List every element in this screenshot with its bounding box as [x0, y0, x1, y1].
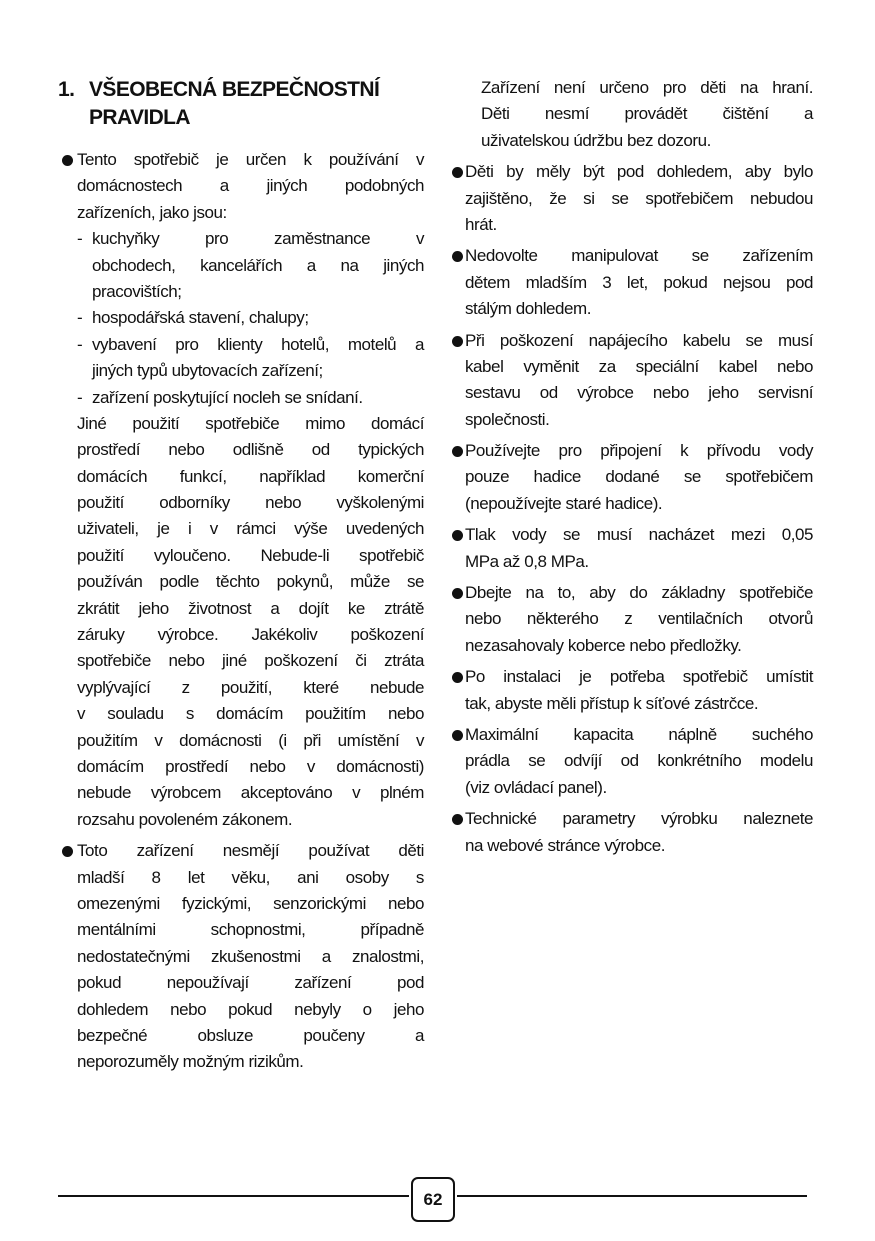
text-line: jiných typů ubytovacích zařízení;: [92, 361, 323, 381]
bullet-icon: [452, 167, 463, 178]
text-line: sestavu od výrobce nebo jeho servisní: [465, 383, 813, 403]
text-line: dětem mladším 3 let, pokud nejsou pod: [465, 272, 813, 292]
text-line: domácím prostředí nebo v domácnosti): [77, 756, 424, 776]
text-line: Toto zařízení nesmějí používat děti: [77, 841, 424, 861]
bullet-item: [448, 664, 813, 717]
bullet-item: [448, 243, 813, 322]
text-line: Po instalaci je potřeba spotřebič umístit: [465, 667, 813, 687]
bullet-item: [448, 159, 813, 238]
bullet-item: [58, 838, 424, 1076]
bullet-item: [448, 522, 813, 575]
dash-marker: -: [77, 229, 83, 249]
dash-item: [58, 305, 424, 331]
bullet-icon: [62, 846, 73, 857]
text-line: pouze hadice dodané se spotřebičem: [465, 467, 813, 487]
text-line: Používejte pro připojení k přívodu vody: [465, 441, 813, 461]
dash-item: [58, 385, 424, 411]
text-line: zajištěno, že si se spotřebičem nebudou: [465, 188, 813, 208]
bullet-icon: [452, 251, 463, 262]
text-line: nebo některého z ventilačních otvorů: [465, 609, 813, 629]
left-body: [58, 147, 424, 1081]
text-line: uživatelskou údržbu bez dozoru.: [481, 130, 711, 150]
text-line: spotřebiče nebo jiné poškození či ztráta: [77, 651, 424, 671]
text-line: Nedovolte manipulovat se zařízením: [465, 246, 813, 266]
text-line: nezasahovaly koberce nebo předložky.: [465, 635, 742, 655]
text-line: dohledem nebo pokud nebyly o jeho: [77, 999, 424, 1019]
text-line: vybavení pro klienty hotelů, motelů a: [92, 334, 424, 354]
text-line: Tlak vody se musí nacházet mezi 0,05: [465, 525, 813, 545]
text-line: pokud nepoužívají zařízení pod: [77, 973, 424, 993]
bullet-item: [448, 722, 813, 801]
text-line: společnosti.: [465, 409, 550, 429]
text-line: prádla se odvíjí od konkrétního modelu: [465, 751, 813, 771]
heading-line: PRAVIDLA: [89, 106, 190, 129]
text-line: Technické parametry výrobku naleznete: [465, 809, 813, 829]
footer-rule-left: [58, 1195, 409, 1197]
bullet-icon: [452, 672, 463, 683]
text-line: Zařízení není určeno pro děti na hraní.: [481, 78, 813, 97]
text-line: rozsahu povoleném zákonem.: [77, 809, 293, 829]
text-line: Děti nesmí provádět čištění a: [481, 104, 813, 124]
bullet-icon: [452, 336, 463, 347]
text-line: kabel vyměnit za speciální kabel nebo: [465, 356, 813, 376]
paragraph: [448, 75, 813, 154]
footer-rule-right: [457, 1195, 807, 1197]
bullet-item: [448, 438, 813, 517]
text-line: záruky výrobce. Jakékoliv poškození: [77, 625, 424, 645]
bullet-item: [448, 328, 813, 434]
text-line: Při poškození napájecího kabelu se musí: [465, 330, 813, 350]
text-line: použití odborníky nebo vyškolenými: [77, 493, 424, 513]
text-line: Tento spotřebič je určen k používání v: [77, 150, 424, 169]
text-line: zařízeních, jako jsou:: [77, 202, 227, 222]
bullet-icon: [452, 730, 463, 741]
text-line: pracovištích;: [92, 281, 182, 301]
text-line: (nepoužívejte staré hadice).: [465, 493, 663, 513]
text-line: (viz ovládací panel).: [465, 777, 607, 797]
text-line: zařízení poskytující nocleh se snídaní.: [92, 387, 363, 407]
text-line: Děti by měly být pod dohledem, aby bylo: [465, 162, 813, 182]
text-line: MPa až 0,8 MPa.: [465, 551, 589, 571]
text-line: hrát.: [465, 214, 497, 234]
paragraph: [58, 411, 424, 833]
text-line: vyplývající z použití, které nebude: [77, 677, 424, 697]
dash-marker: -: [77, 334, 83, 354]
bullet-icon: [452, 588, 463, 599]
text-line: Dbejte na to, aby do základny spotřebiče: [465, 583, 813, 603]
dash-marker: -: [77, 308, 83, 328]
bullet-icon: [452, 446, 463, 457]
dash-item: [58, 226, 424, 305]
text-line: obchodech, kancelářích a na jiných: [92, 255, 424, 275]
text-line: nebude výrobcem akceptováno v plném: [77, 783, 424, 803]
text-line: použití vyloučeno. Nebude-li spotřebič: [77, 545, 424, 565]
text-line: mentálními schopnostmi, případně: [77, 920, 424, 940]
text-line: neporozuměly možným rizikům.: [77, 1052, 304, 1072]
text-line: uživateli, je i v rámci výše uvedených: [77, 519, 424, 539]
bullet-icon: [452, 530, 463, 541]
text-line: v souladu s domácím použitím nebo: [77, 704, 424, 724]
page-number: 62: [411, 1177, 455, 1222]
text-line: bezpečné obsluze poučeny a: [77, 1025, 424, 1045]
text-line: Jiné použití spotřebiče mimo domácí: [77, 413, 424, 433]
right-body: [448, 75, 813, 864]
text-line: stálým dohledem.: [465, 299, 592, 319]
text-line: Maximální kapacita náplně suchého: [465, 724, 813, 744]
text-line: nedostatečnými zkušenostmi a znalostmi,: [77, 946, 424, 966]
bullet-icon: [62, 155, 73, 166]
heading-number: 1.: [58, 78, 75, 101]
text-line: používán podle těchto pokynů, může se: [77, 572, 424, 592]
text-line: domácích funkcí, například komerční: [77, 466, 424, 486]
section-heading: [58, 76, 379, 132]
text-line: tak, abyste měli přístup k síťové zástrčce.: [465, 693, 759, 713]
dash-item: [58, 332, 424, 385]
text-line: na webové stránce výrobce.: [465, 835, 665, 855]
text-line: domácnostech a jiných podobných: [77, 176, 424, 196]
text-line: omezenými fyzickými, senzorickými nebo: [77, 893, 424, 913]
text-line: hospodářská stavení, chalupy;: [92, 308, 309, 328]
bullet-item: [448, 580, 813, 659]
text-line: použitím v domácnosti (i při umístění v: [77, 730, 424, 750]
bullet-icon: [452, 814, 463, 825]
text-line: mladší 8 let věku, ani osoby s: [77, 867, 424, 887]
text-line: kuchyňky pro zaměstnance v: [92, 229, 424, 249]
bullet-item: [448, 806, 813, 859]
heading-line: VŠEOBECNÁ BEZPEČNOSTNÍ: [89, 78, 380, 101]
dash-marker: -: [77, 387, 83, 407]
text-line: prostředí nebo odlišně od typických: [77, 440, 424, 460]
text-line: zkrátit jeho životnost a dojít ke ztrátě: [77, 598, 424, 618]
bullet-item: [58, 147, 424, 226]
